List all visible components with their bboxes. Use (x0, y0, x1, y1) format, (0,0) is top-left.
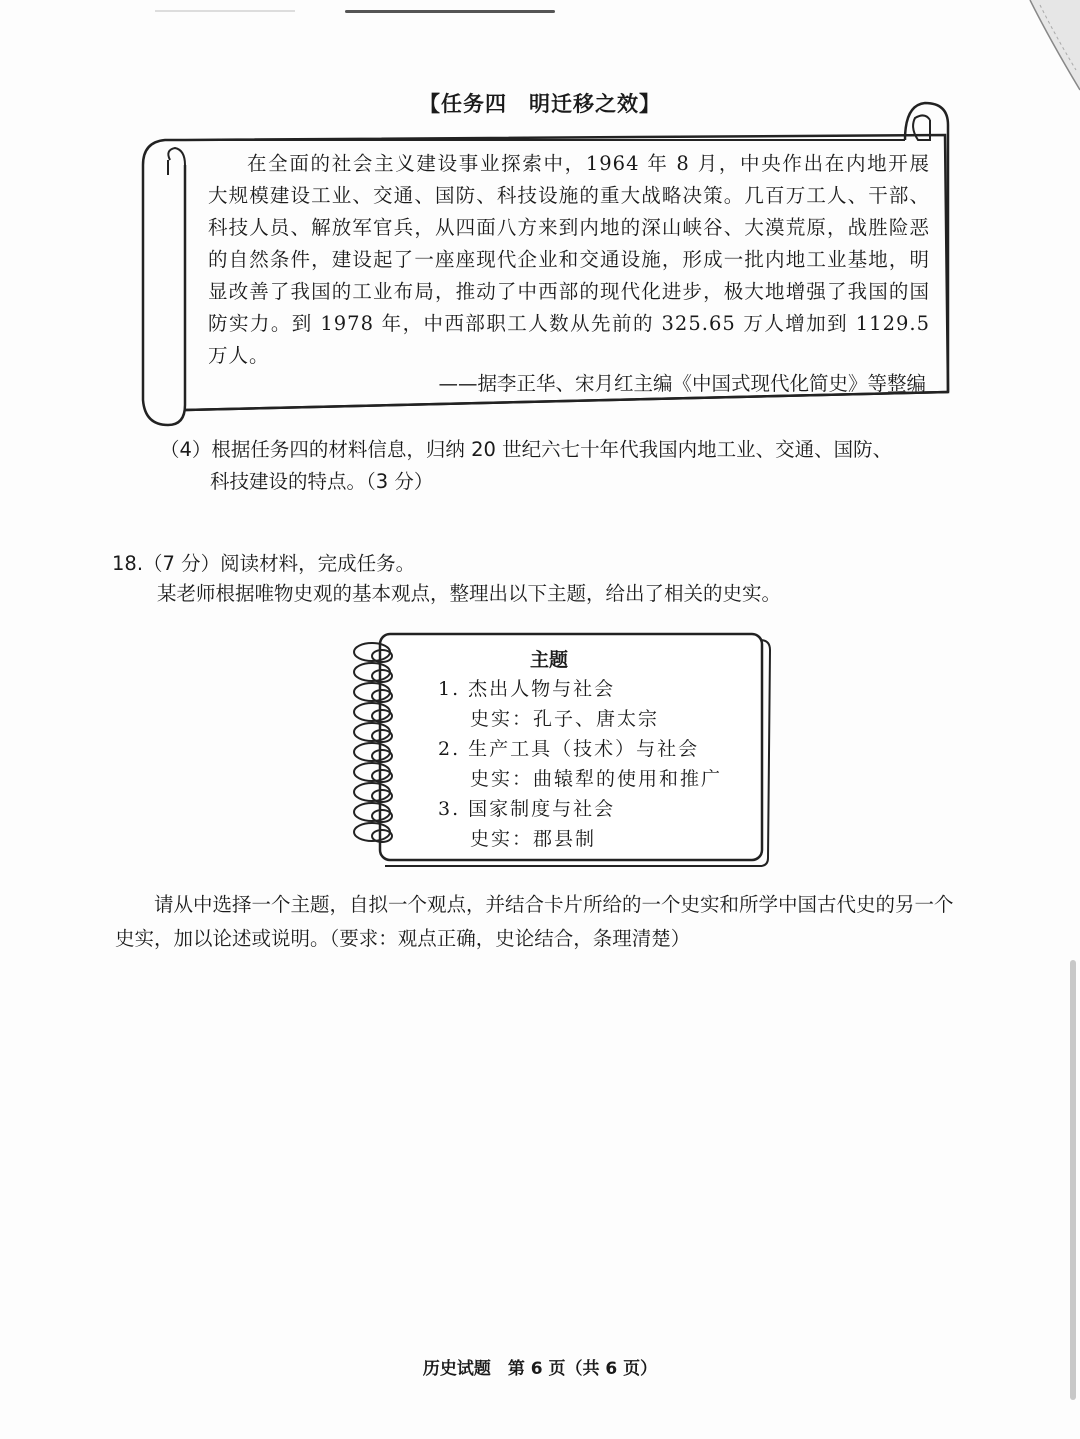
scrollbar[interactable] (1070, 960, 1076, 1400)
card-facts-1: 史实：孔子、唐太宗 (470, 708, 660, 730)
question-18-intro: 某老师根据唯物史观的基本观点，整理出以下主题，给出了相关的史实。 (157, 582, 782, 605)
card-title: 主题 (530, 649, 569, 671)
page-footer: 历史试题 第 6 页（共 6 页） (422, 1359, 658, 1379)
question-4-line2: 科技建设的特点。（3 分） (210, 470, 434, 493)
card-theme-2: 2. 生产工具（技术）与社会 (438, 738, 700, 760)
task4-heading: 【任务四 明迁移之效】 (419, 92, 661, 116)
task4-material-text: 在全面的社会主义建设事业探索中，1964 年 8 月，中央作出在内地开展大规模建设工业、交通、国防、科技设施的重大战略决策。几百万工人、干部、科技人员、解放军官兵，从四面八方来到内地的深山峡谷、大漠荒原，战胜险恶的自然条件，建设起了一座座现代企业和交通设施，形成一批内地工业基地，明显改善了我国的工业布局，推动了中西部的现代化进步，极大地增强了我国的国防实力。到 1978 年，中西部职工人数从先前的 325.65 万人增加到 1129.5 万人。 (208, 152, 930, 367)
task4-material-source: ——据李正华、宋月红主编《中国式现代化简史》等整编 (438, 372, 926, 395)
question-4-line1: （4）根据任务四的材料信息，归纳 20 世纪六七十年代我国内地工业、交通、国防、 (160, 438, 893, 461)
card-facts-3: 史实：郡县制 (470, 828, 597, 850)
card-facts-2: 史实：曲辕犁的使用和推广 (470, 768, 723, 790)
question-18-instruction: 请从中选择一个主题，自拟一个观点，并结合卡片所给的一个史实和所学中国古代史的另一个史实，加以论述或说明。（要求：观点正确，史论结合，条理清楚） (115, 893, 954, 950)
card-theme-3: 3. 国家制度与社会 (438, 798, 616, 820)
card-theme-1: 1. 杰出人物与社会 (438, 678, 616, 700)
question-18-heading: 18.（7 分）阅读材料，完成任务。 (112, 552, 416, 575)
